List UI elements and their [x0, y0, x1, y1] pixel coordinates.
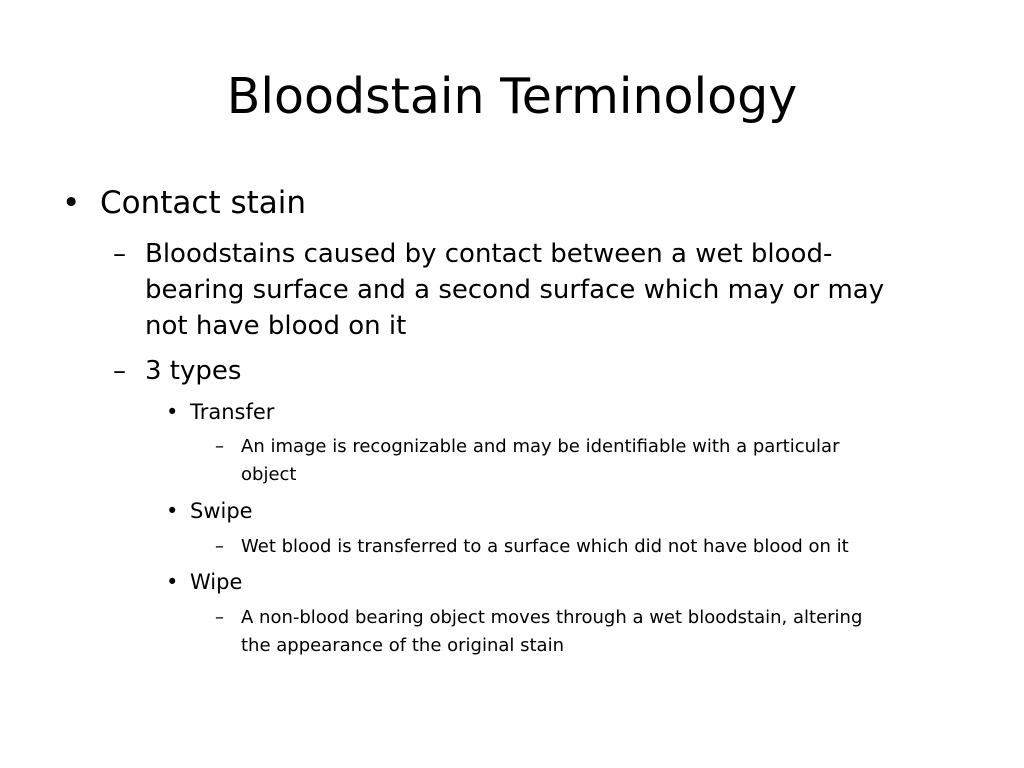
- bullet-wipe-description: [215, 604, 863, 660]
- bullet-text-line: An image is recognizable and may be identifiable with a particular: [241, 436, 840, 457]
- bullet-text: 3 types: [145, 356, 242, 386]
- bullet-contact-stain-definition: [113, 236, 885, 344]
- bullet-text: Wipe: [190, 570, 243, 594]
- slide-title: Bloodstain Terminology: [226, 68, 798, 125]
- bullet-wipe: [166, 567, 243, 597]
- dash-marker: –: [215, 536, 224, 557]
- bullet-three-types: [113, 353, 242, 389]
- dash-marker: –: [113, 356, 126, 386]
- bullet-marker: •: [166, 570, 179, 594]
- bullet-swipe: [166, 496, 253, 526]
- bullet-swipe-description: [215, 533, 849, 561]
- bullet-marker: •: [62, 185, 81, 221]
- bullet-contact-stain: [62, 184, 307, 222]
- bullet-marker: •: [166, 499, 179, 523]
- bullet-text: Transfer: [190, 400, 275, 424]
- bullet-text-line: object: [241, 464, 297, 485]
- bullet-marker: •: [166, 400, 179, 424]
- dash-marker: –: [113, 239, 126, 269]
- bullet-text: Swipe: [190, 499, 253, 523]
- bullet-transfer-description: [215, 433, 840, 489]
- bullet-text: Contact stain: [100, 185, 307, 221]
- bullet-text-line: Bloodstains caused by contact between a wet blood-: [145, 239, 833, 269]
- bullet-text-line: bearing surface and a second surface which may or may: [145, 275, 885, 305]
- dash-marker: –: [215, 436, 224, 457]
- bullet-text: Wet blood is transferred to a surface which did not have blood on it: [241, 536, 849, 557]
- dash-marker: –: [215, 607, 224, 628]
- bullet-transfer: [166, 397, 275, 427]
- bullet-text-line: A non-blood bearing object moves through a wet bloodstain, altering: [241, 607, 863, 628]
- bullet-text-line: the appearance of the original stain: [241, 635, 564, 656]
- bullet-text-line: not have blood on it: [145, 311, 407, 341]
